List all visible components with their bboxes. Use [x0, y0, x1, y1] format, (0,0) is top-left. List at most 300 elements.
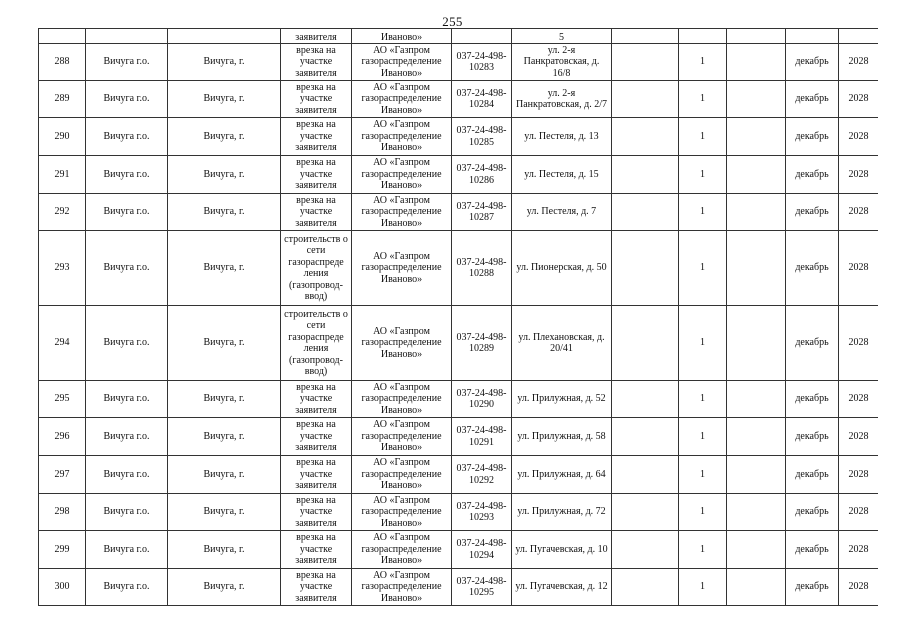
settlement-cell [168, 194, 281, 231]
organization-text: АО «Газпром газораспределение Иваново» [361, 44, 442, 79]
month-text: декабрь [795, 93, 829, 105]
month-cell [786, 569, 839, 606]
quantity-text: 1 [700, 468, 705, 480]
address-text: ул. Прилужная, д. 72 [517, 506, 606, 518]
district-text: Вичуга г.о. [103, 93, 150, 105]
district-text: Вичуга г.о. [103, 430, 150, 442]
blank-cell [727, 494, 786, 531]
year-text: 2028 [848, 206, 869, 218]
address-text: ул. Прилужная, д. 58 [517, 430, 606, 442]
organization-cell [352, 418, 452, 456]
registration-code-cell [452, 29, 512, 44]
quantity-cell [679, 569, 727, 606]
organization-cell [352, 156, 452, 194]
year-cell [839, 418, 879, 456]
row-number-text: 290 [54, 130, 70, 142]
district-cell [86, 418, 168, 456]
registration-code-cell [452, 569, 512, 606]
blank-cell [727, 29, 786, 44]
month-text: декабрь [795, 581, 829, 593]
row-number-cell [39, 456, 86, 494]
month-text: декабрь [795, 393, 829, 405]
row-number-cell [39, 494, 86, 531]
row-number-cell [39, 381, 86, 418]
quantity-cell [679, 81, 727, 118]
district-cell [86, 531, 168, 569]
district-cell [86, 29, 168, 44]
work-type-text: врезка на участке заявителя [295, 419, 337, 454]
settlement-text: Вичуга, г. [203, 130, 245, 142]
table-row [39, 456, 879, 494]
settlement-cell [168, 44, 281, 81]
district-cell [86, 381, 168, 418]
table-row [39, 194, 879, 231]
blank-cell [727, 418, 786, 456]
blank-cell [612, 194, 679, 231]
row-number-text: 295 [54, 393, 70, 405]
registration-code-text: 037-24-498-10293 [456, 500, 507, 523]
settlement-cell [168, 306, 281, 381]
month-cell [786, 494, 839, 531]
settlement-cell [168, 156, 281, 194]
continuation-row [39, 29, 879, 44]
registration-code-cell [452, 194, 512, 231]
row-number-cell [39, 81, 86, 118]
row-number-text: 289 [54, 93, 70, 105]
quantity-cell [679, 118, 727, 156]
organization-text: АО «Газпром газораспределение Иваново» [361, 194, 442, 229]
settlement-cell [168, 231, 281, 306]
quantity-text: 1 [700, 93, 705, 105]
blank-cell [612, 418, 679, 456]
organization-cell [352, 306, 452, 381]
quantity-cell [679, 531, 727, 569]
address-cell [512, 569, 612, 606]
district-text: Вичуга г.о. [103, 468, 150, 480]
district-text: Вичуга г.о. [103, 393, 150, 405]
work-type-cell [281, 306, 352, 381]
quantity-text: 1 [700, 56, 705, 68]
quantity-cell [679, 418, 727, 456]
registration-code-text: 037-24-498-10285 [456, 125, 507, 148]
registration-code-cell [452, 531, 512, 569]
settlement-text: Вичуга, г. [203, 430, 245, 442]
month-cell [786, 194, 839, 231]
registration-code-text: 037-24-498-10287 [456, 200, 507, 223]
settlement-text: Вичуга, г. [203, 56, 245, 68]
page-number: 255 [442, 14, 463, 29]
blank-cell [612, 156, 679, 194]
registration-code-text: 037-24-498-10290 [456, 387, 507, 410]
registration-code-text: 037-24-498-10283 [456, 50, 507, 73]
blank-cell [727, 81, 786, 118]
quantity-cell [679, 44, 727, 81]
organization-text: АО «Газпром газораспределение Иваново» [361, 119, 442, 154]
registration-code-cell [452, 418, 512, 456]
settlement-text: Вичуга, г. [203, 468, 245, 480]
address-cell [512, 306, 612, 381]
organization-cell [352, 81, 452, 118]
district-cell [86, 231, 168, 306]
quantity-text: 1 [700, 581, 705, 593]
row-number-cell [39, 44, 86, 81]
registration-code-cell [452, 306, 512, 381]
blank-cell [727, 194, 786, 231]
year-cell [839, 118, 879, 156]
year-cell [839, 29, 879, 44]
blank-cell [612, 81, 679, 118]
work-type-text: врезка на участке заявителя [295, 381, 337, 416]
district-text: Вичуга г.о. [103, 168, 150, 180]
organization-cell [352, 231, 452, 306]
year-text: 2028 [848, 393, 869, 405]
work-type-cell [281, 44, 352, 81]
settlement-text: Вичуга, г. [203, 337, 245, 349]
month-cell [786, 29, 839, 44]
year-cell [839, 456, 879, 494]
work-type-cell [281, 381, 352, 418]
address-cell [512, 29, 612, 44]
settlement-text: Вичуга, г. [203, 581, 245, 593]
address-text: ул. Пестеля, д. 13 [524, 130, 599, 142]
district-cell [86, 44, 168, 81]
blank-cell [612, 306, 679, 381]
settlement-text: Вичуга, г. [203, 393, 245, 405]
row-number-cell [39, 156, 86, 194]
quantity-cell [679, 156, 727, 194]
blank-cell [727, 156, 786, 194]
registration-code-cell [452, 456, 512, 494]
work-type-cell [281, 29, 352, 44]
row-number-cell [39, 569, 86, 606]
year-text: 2028 [848, 543, 869, 555]
organization-cell [352, 44, 452, 81]
work-type-text: врезка на участке заявителя [295, 532, 337, 567]
month-text: декабрь [795, 430, 829, 442]
year-text: 2028 [848, 93, 869, 105]
settlement-cell [168, 531, 281, 569]
district-text: Вичуга г.о. [103, 506, 150, 518]
district-text: Вичуга г.о. [103, 206, 150, 218]
year-text: 2028 [848, 430, 869, 442]
address-text: ул. 2-я Панкратовская, д. 16/8 [523, 44, 600, 79]
district-cell [86, 81, 168, 118]
row-number-cell [39, 29, 86, 44]
quantity-text: 1 [700, 168, 705, 180]
table-row [39, 381, 879, 418]
settlement-text: Вичуга, г. [203, 506, 245, 518]
month-text: декабрь [795, 206, 829, 218]
month-cell [786, 118, 839, 156]
district-text: Вичуга г.о. [103, 262, 150, 274]
address-text: ул. Прилужная, д. 64 [517, 468, 606, 480]
year-text: 2028 [848, 168, 869, 180]
blank-cell [727, 531, 786, 569]
year-cell [839, 494, 879, 531]
organization-text: АО «Газпром газораспределение Иваново» [361, 419, 442, 454]
organization-text: АО «Газпром газораспределение Иваново» [361, 325, 442, 360]
address-cell [512, 531, 612, 569]
registration-code-text: 037-24-498-10288 [456, 256, 507, 279]
district-cell [86, 569, 168, 606]
organization-text: АО «Газпром газораспределение Иваново» [361, 250, 442, 285]
work-type-cell [281, 531, 352, 569]
registration-code-cell [452, 156, 512, 194]
blank-cell [727, 118, 786, 156]
row-number-text: 297 [54, 468, 70, 480]
organization-cell [352, 569, 452, 606]
organization-text: АО «Газпром газораспределение Иваново» [361, 532, 442, 567]
district-text: Вичуга г.о. [103, 581, 150, 593]
work-type-cell [281, 418, 352, 456]
year-cell [839, 569, 879, 606]
registration-code-text: 037-24-498-10286 [456, 163, 507, 186]
month-text: декабрь [795, 130, 829, 142]
quantity-cell [679, 194, 727, 231]
year-text: 2028 [848, 337, 869, 349]
address-text: ул. Плехановская, д. 20/41 [518, 331, 605, 354]
row-number-cell [39, 531, 86, 569]
year-cell [839, 531, 879, 569]
registration-code-cell [452, 494, 512, 531]
year-text: 2028 [848, 581, 869, 593]
settlement-text: Вичуга, г. [203, 206, 245, 218]
settlement-cell [168, 29, 281, 44]
year-cell [839, 194, 879, 231]
address-text: ул. Пугачевская, д. 12 [515, 581, 608, 593]
month-cell [786, 531, 839, 569]
blank-cell [612, 44, 679, 81]
registration-code-text: 037-24-498-10292 [456, 463, 507, 486]
quantity-text: 1 [700, 206, 705, 218]
table-row [39, 418, 879, 456]
settlement-cell [168, 81, 281, 118]
row-number-text: 288 [54, 56, 70, 68]
settlement-cell [168, 569, 281, 606]
work-type-cell [281, 494, 352, 531]
blank-cell [612, 531, 679, 569]
table-row [39, 494, 879, 531]
work-type-cell [281, 569, 352, 606]
year-text: 2028 [848, 262, 869, 274]
address-text: ул. Прилужная, д. 52 [517, 393, 606, 405]
address-cell [512, 456, 612, 494]
month-cell [786, 81, 839, 118]
year-text: 2028 [848, 56, 869, 68]
blank-cell [612, 118, 679, 156]
row-number-text: 299 [54, 543, 70, 555]
quantity-cell [679, 381, 727, 418]
district-text: Вичуга г.о. [103, 337, 150, 349]
work-type-text: заявителя [295, 31, 337, 43]
blank-cell [612, 381, 679, 418]
work-type-text: врезка на участке заявителя [295, 119, 337, 154]
work-type-cell [281, 194, 352, 231]
registration-code-cell [452, 81, 512, 118]
quantity-text: 1 [700, 430, 705, 442]
district-cell [86, 194, 168, 231]
address-cell [512, 194, 612, 231]
work-type-text: строительств о сети газораспреде ления (газопровод-ввод) [284, 308, 348, 377]
organization-cell [352, 29, 452, 44]
organization-text: АО «Газпром газораспределение Иваново» [361, 381, 442, 416]
blank-cell [612, 29, 679, 44]
address-text: ул. Пугачевская, д. 10 [515, 543, 608, 555]
month-text: декабрь [795, 543, 829, 555]
registration-code-text: 037-24-498-10291 [456, 425, 507, 448]
registry-table [38, 28, 878, 606]
settlement-cell [168, 418, 281, 456]
table-row [39, 156, 879, 194]
address-text: ул. Пестеля, д. 15 [524, 168, 599, 180]
month-text: декабрь [795, 168, 829, 180]
registration-code-text: 037-24-498-10294 [456, 538, 507, 561]
month-cell [786, 306, 839, 381]
organization-text: АО «Газпром газораспределение Иваново» [361, 569, 442, 604]
district-text: Вичуга г.о. [103, 56, 150, 68]
blank-cell [612, 494, 679, 531]
address-cell [512, 494, 612, 531]
work-type-cell [281, 156, 352, 194]
registry-body [39, 29, 879, 606]
quantity-text: 1 [700, 393, 705, 405]
registration-code-text: 037-24-498-10295 [456, 575, 507, 598]
quantity-text: 1 [700, 130, 705, 142]
month-cell [786, 156, 839, 194]
year-cell [839, 44, 879, 81]
blank-cell [612, 231, 679, 306]
row-number-cell [39, 118, 86, 156]
address-text: 5 [559, 31, 564, 43]
blank-cell [727, 231, 786, 306]
month-cell [786, 44, 839, 81]
registration-code-text: 037-24-498-10289 [456, 331, 507, 354]
quantity-text: 1 [700, 506, 705, 518]
year-text: 2028 [848, 468, 869, 480]
month-text: декабрь [795, 506, 829, 518]
month-cell [786, 231, 839, 306]
settlement-cell [168, 381, 281, 418]
row-number-text: 293 [54, 262, 70, 274]
work-type-text: врезка на участке заявителя [295, 194, 337, 229]
address-cell [512, 81, 612, 118]
address-text: ул. 2-я Панкратовская, д. 2/7 [515, 87, 607, 110]
table-row [39, 118, 879, 156]
work-type-text: врезка на участке заявителя [295, 457, 337, 492]
work-type-text: врезка на участке заявителя [295, 81, 337, 116]
district-cell [86, 118, 168, 156]
quantity-cell [679, 494, 727, 531]
organization-cell [352, 531, 452, 569]
registration-code-text: 037-24-498-10284 [456, 87, 507, 110]
year-text: 2028 [848, 506, 869, 518]
registration-code-cell [452, 44, 512, 81]
month-text: декабрь [795, 468, 829, 480]
month-text: декабрь [795, 56, 829, 68]
district-text: Вичуга г.о. [103, 543, 150, 555]
work-type-text: врезка на участке заявителя [295, 494, 337, 529]
table-row [39, 81, 879, 118]
work-type-text: врезка на участке заявителя [295, 44, 337, 79]
organization-cell [352, 118, 452, 156]
registration-code-cell [452, 231, 512, 306]
row-number-text: 292 [54, 206, 70, 218]
organization-text: АО «Газпром газораспределение Иваново» [361, 494, 442, 529]
address-cell [512, 118, 612, 156]
year-text: 2028 [848, 130, 869, 142]
table-row [39, 569, 879, 606]
settlement-text: Вичуга, г. [203, 168, 245, 180]
quantity-cell [679, 29, 727, 44]
row-number-text: 291 [54, 168, 70, 180]
registry-sheet [38, 28, 878, 614]
quantity-text: 1 [700, 337, 705, 349]
year-cell [839, 231, 879, 306]
blank-cell [612, 569, 679, 606]
blank-cell [727, 569, 786, 606]
address-text: ул. Пестеля, д. 7 [526, 206, 597, 218]
district-cell [86, 306, 168, 381]
row-number-cell [39, 306, 86, 381]
month-cell [786, 418, 839, 456]
quantity-text: 1 [700, 543, 705, 555]
organization-text: Иваново» [380, 31, 423, 43]
year-cell [839, 381, 879, 418]
settlement-cell [168, 456, 281, 494]
work-type-cell [281, 118, 352, 156]
address-cell [512, 381, 612, 418]
row-number-text: 298 [54, 506, 70, 518]
blank-cell [612, 456, 679, 494]
district-cell [86, 156, 168, 194]
work-type-text: врезка на участке заявителя [295, 157, 337, 192]
district-cell [86, 494, 168, 531]
quantity-cell [679, 306, 727, 381]
row-number-text: 296 [54, 430, 70, 442]
table-row [39, 531, 879, 569]
settlement-cell [168, 118, 281, 156]
district-text: Вичуга г.о. [103, 130, 150, 142]
address-text: ул. Пионерская, д. 50 [516, 262, 607, 274]
organization-cell [352, 456, 452, 494]
month-cell [786, 381, 839, 418]
year-cell [839, 156, 879, 194]
quantity-cell [679, 231, 727, 306]
district-cell [86, 456, 168, 494]
organization-cell [352, 381, 452, 418]
organization-text: АО «Газпром газораспределение Иваново» [361, 457, 442, 492]
quantity-cell [679, 456, 727, 494]
table-row [39, 231, 879, 306]
row-number-cell [39, 418, 86, 456]
organization-cell [352, 494, 452, 531]
work-type-cell [281, 456, 352, 494]
month-text: декабрь [795, 337, 829, 349]
row-number-text: 300 [54, 581, 70, 593]
month-text: декабрь [795, 262, 829, 274]
month-cell [786, 456, 839, 494]
work-type-text: врезка на участке заявителя [295, 569, 337, 604]
settlement-cell [168, 494, 281, 531]
work-type-cell [281, 81, 352, 118]
work-type-text: строительств о сети газораспреде ления (газопровод-ввод) [284, 233, 348, 302]
address-cell [512, 231, 612, 306]
year-cell [839, 81, 879, 118]
blank-cell [727, 456, 786, 494]
address-cell [512, 418, 612, 456]
organization-text: АО «Газпром газораспределение Иваново» [361, 157, 442, 192]
registration-code-cell [452, 118, 512, 156]
